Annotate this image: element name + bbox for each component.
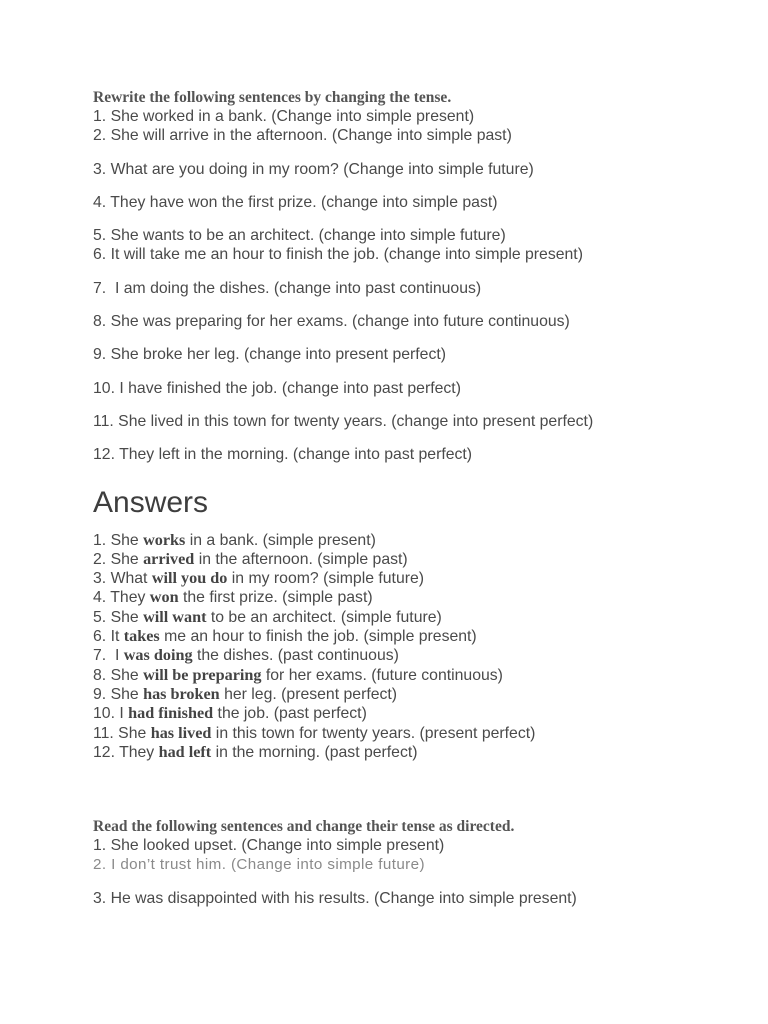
exercise-2-section (93, 817, 753, 908)
exercise-2-item: 2. I don’t trust him. (Change into simple future) (93, 856, 425, 874)
answer-item: 7. I was doing the dishes. (past continuous) (93, 646, 399, 665)
exercise-1-item: 11. She lived in this town for twenty years. (change into present perfect) (93, 412, 594, 430)
answer-item: 12. They had left in the morning. (past perfect) (93, 742, 418, 761)
answer-item: 5. She will want to be an architect. (simple future) (93, 607, 442, 626)
exercise-1-item: 3. What are you doing in my room? (Change into simple future) (93, 160, 534, 178)
exercise-1-section (93, 88, 753, 465)
answer-item: 2. She arrived in the afternoon. (simple past) (93, 549, 408, 568)
exercise-1-item: 4. They have won the first prize. (change into simple past) (93, 193, 498, 211)
answer-item: 1. She works in a bank. (simple present) (93, 530, 376, 549)
exercise-1-item: 10. I have finished the job. (change into past perfect) (93, 379, 461, 397)
exercise-2-item: 3. He was disappointed with his results. (Change into simple present) (93, 889, 577, 907)
exercise-1-item: 5. She wants to be an architect. (change into simple future) (93, 227, 506, 245)
exercise-2-item: 1. She looked upset. (Change into simple present) (93, 837, 445, 855)
exercise-1-heading: Rewrite the following sentences by changing the tense. (93, 89, 452, 106)
exercise-1-item: 12. They left in the morning. (change into past perfect) (93, 446, 473, 464)
exercise-1-item: 2. She will arrive in the afternoon. (Change into simple past) (93, 127, 512, 145)
exercise-2-heading: Read the following sentences and change their tense as directed. (93, 818, 515, 836)
answer-item: 10. I had finished the job. (past perfect) (93, 704, 367, 723)
answer-item: 9. She has broken her leg. (present perfect) (93, 684, 398, 703)
document-page (93, 88, 753, 908)
answer-item: 3. What will you do in my room? (simple future) (93, 569, 425, 588)
answer-item: 6. It takes me an hour to finish the job. (simple present) (93, 627, 477, 646)
exercise-1-item: 8. She was preparing for her exams. (change into future continuous) (93, 313, 570, 331)
exercise-1-item: 6. It will take me an hour to finish the job. (change into simple present) (93, 246, 583, 264)
exercise-1-item: 7. I am doing the dishes. (change into past continuous) (93, 279, 482, 297)
answer-item: 11. She has lived in this town for twenty years. (present perfect) (93, 723, 536, 742)
answers-title: Answers (93, 485, 209, 519)
exercise-1-item: 1. She worked in a bank. (Change into simple present) (93, 108, 475, 125)
exercise-1-item: 9. She broke her leg. (change into present perfect) (93, 346, 447, 364)
answer-item: 8. She will be preparing for her exams. (future continuous) (93, 665, 503, 684)
answer-item: 4. They won the first prize. (simple past) (93, 588, 373, 607)
answers-list (93, 531, 753, 763)
